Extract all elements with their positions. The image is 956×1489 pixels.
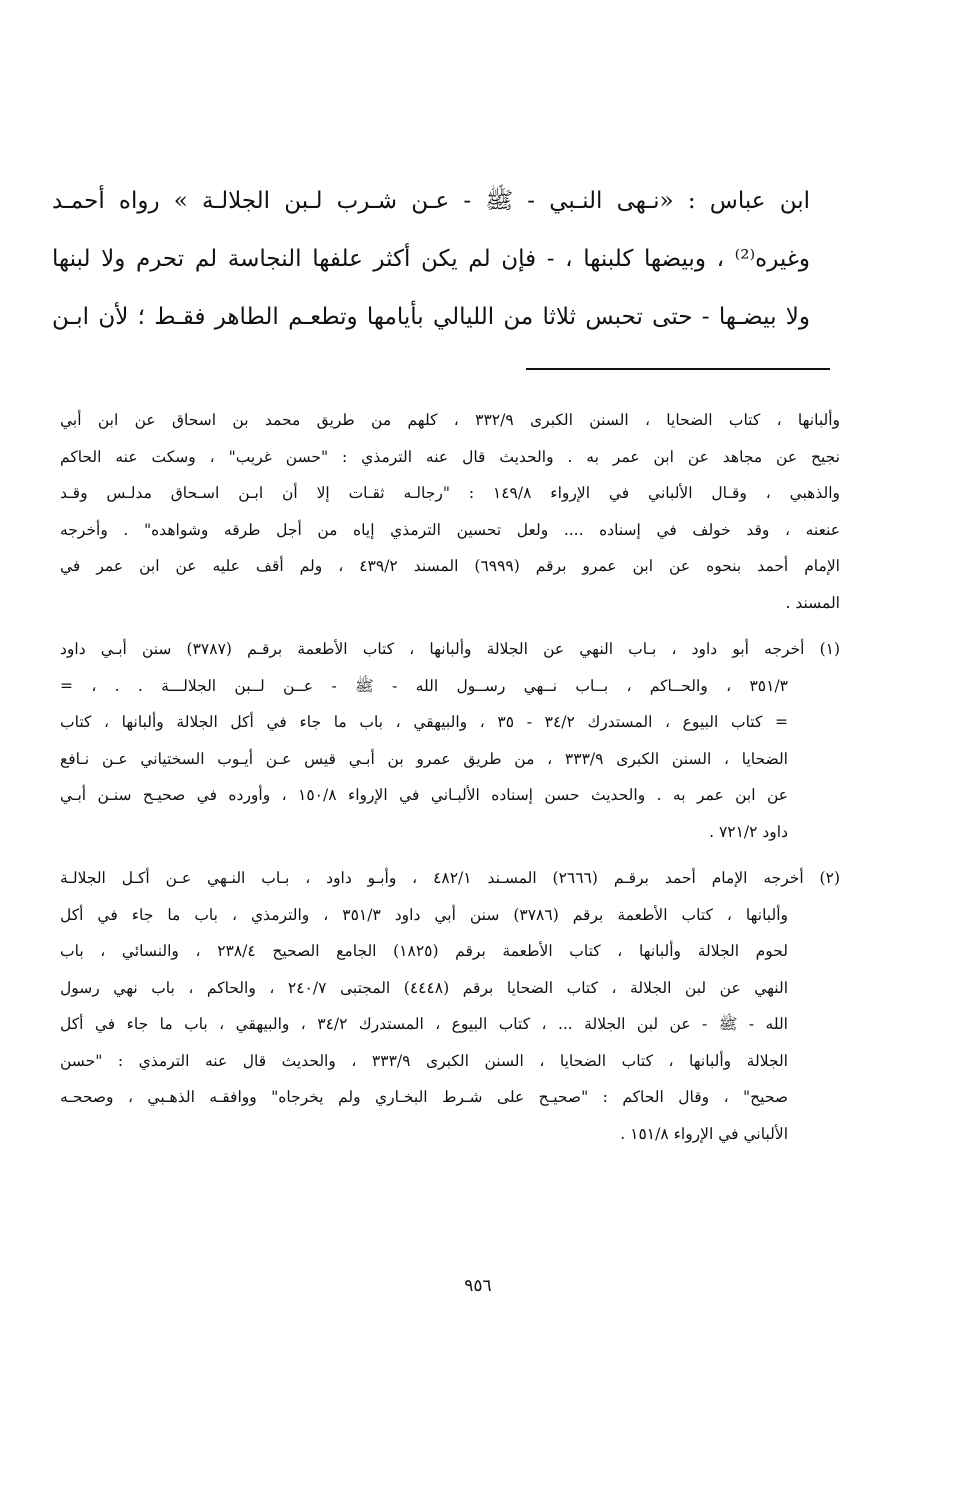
page-number: ٩٥٦: [464, 1276, 492, 1296]
footnote-continuation: [60, 402, 840, 621]
footnote-line: عنعنه ، وقد خولف في إسناده .... ولعل تحسين الترمذي إياه من أجل طرقه وشواهده" . وأخرجه: [60, 520, 840, 539]
footnotes-section: [60, 402, 840, 1162]
footnote-line: (٢) أخرجه الإمام أحمد برقـم (٢٦٦٦) المسـند ٤٨٢/١ ، وأبـو داود ، بـاب النـهي عـن أكـل الجلالـة: [60, 869, 840, 887]
footnote-line: الجلالة وألبانها ، كتاب الضحايا ، السنن الكبرى ٣٣٣/٩ ، والحديث قال عنه الترمذي : "حسن: [60, 1051, 788, 1070]
footnote-line: والذهبي ، وقـال الألباني في الإرواء ١٤٩/٨ : "رجالـه ثقـات إلا أن ابـن اسـحاق مدلـس وقـد: [60, 484, 840, 502]
footnote-line: الإمام أحمد بنحوه عن ابن عمرو برقم (٦٩٩٩) المسند ٤٣٩/٢ ، ولم أقف عليه عن ابن عمر في: [60, 557, 840, 575]
footnote-1: [60, 631, 840, 850]
footnote-line: = كتاب البيوع ، المستدرك ٣٤/٢ - ٣٥ ، والبيهقي ، باب ما جاء في أكل الجلالة وألبانها ، كتاب: [60, 713, 788, 731]
footnote-line: الألباني في الإرواء ١٥١/٨ .: [620, 1124, 788, 1143]
footnote-divider: [526, 368, 830, 370]
footnote-line: المسند .: [785, 593, 840, 612]
footnote-line: لحوم الجلالة وألبانها ، كتاب الأطعمة برقم (١٨٢٥) الجامع الصحيح ٢٣٨/٤ ، والنسائي ، باب: [60, 942, 788, 960]
footnote-line: وألبانها ، كتاب الضحايا ، السنن الكبرى ٣٣٢/٩ ، كلهم من طريق محمد بن اسحاق عن ابن أبي: [60, 411, 840, 429]
main-text-line: وغيره⁽²⁾ ، وبيضها كلبنها ، - فإن لم يكن أكثر علفها النجاسة لم تحرم ولا لبنها: [52, 246, 810, 272]
footnote-line: عن ابن عمر به . والحديث حسن إسناده الألبـاني في الإرواء ١٥٠/٨ ، وأورده في صحيـح سنـن أبـي: [60, 786, 788, 804]
footnote-line: داود ٧٢١/٢ .: [709, 822, 788, 841]
footnote-line: الله - ﷺ - عن لبن الجلالة ... ، كتاب البيوع ، المستدرك ٣٤/٢ ، والبيهقي ، باب ما جاء في أكل: [60, 1015, 788, 1033]
footnote-2: [60, 860, 840, 1152]
main-text-line: ولا بيضـها - حتى تحبس ثلاثا من الليالي بأيامها وتطعـم الطاهر فقـط ؛ لأن ابـن: [52, 304, 810, 330]
main-body-text: [52, 172, 810, 346]
footnote-line: النهي عن لبن الجلالة ، كتاب الضحايا برقم (٤٤٤٨) المجتبى ٢٤٠/٧ ، والحاكم ، باب نهي رسول: [60, 978, 788, 997]
footnote-line: نجيح عن مجاهد عن ابن عمر به . والحديث قال عنه الترمذي : "حسن غريب" ، وسكت عنه الحاكم: [60, 447, 840, 466]
main-text-line: ابن عباس : «نـهى النـبي - ﷺ - عـن شـرب لـبن الجلالـة » رواه أحمـد: [52, 188, 810, 214]
footnote-line: وألبانها ، كتاب الأطعمة برقم (٣٧٨٦) سنن أبي داود ٣٥١/٣ ، والترمذي ، باب ما جاء في أكل: [60, 905, 788, 924]
footnote-line: صحيح" ، وقال الحاكم : "صحيـح على شـرط البخـاري ولم يخرجاه" ووافقـه الذهـبي ، وصححـه: [60, 1088, 788, 1106]
footnote-line: (١) أخرجه أبو داود ، بـاب النهي عن الجلالة وألبانها ، كتاب الأطعمة برقـم (٣٧٨٧) سنن أبـي داود: [60, 640, 840, 658]
footnote-line: الضحايا ، السنن الكبرى ٣٣٣/٩ ، من طريق عمرو بن أبـي قيس عـن أيـوب السختياني عـن نـافع: [60, 749, 788, 768]
footnote-line: ٣٥١/٣ ، والحــاكم ، بــاب نــهي رســول الله - ﷺ - عــن لــبن الجلالـــة . . ، =: [60, 676, 788, 695]
